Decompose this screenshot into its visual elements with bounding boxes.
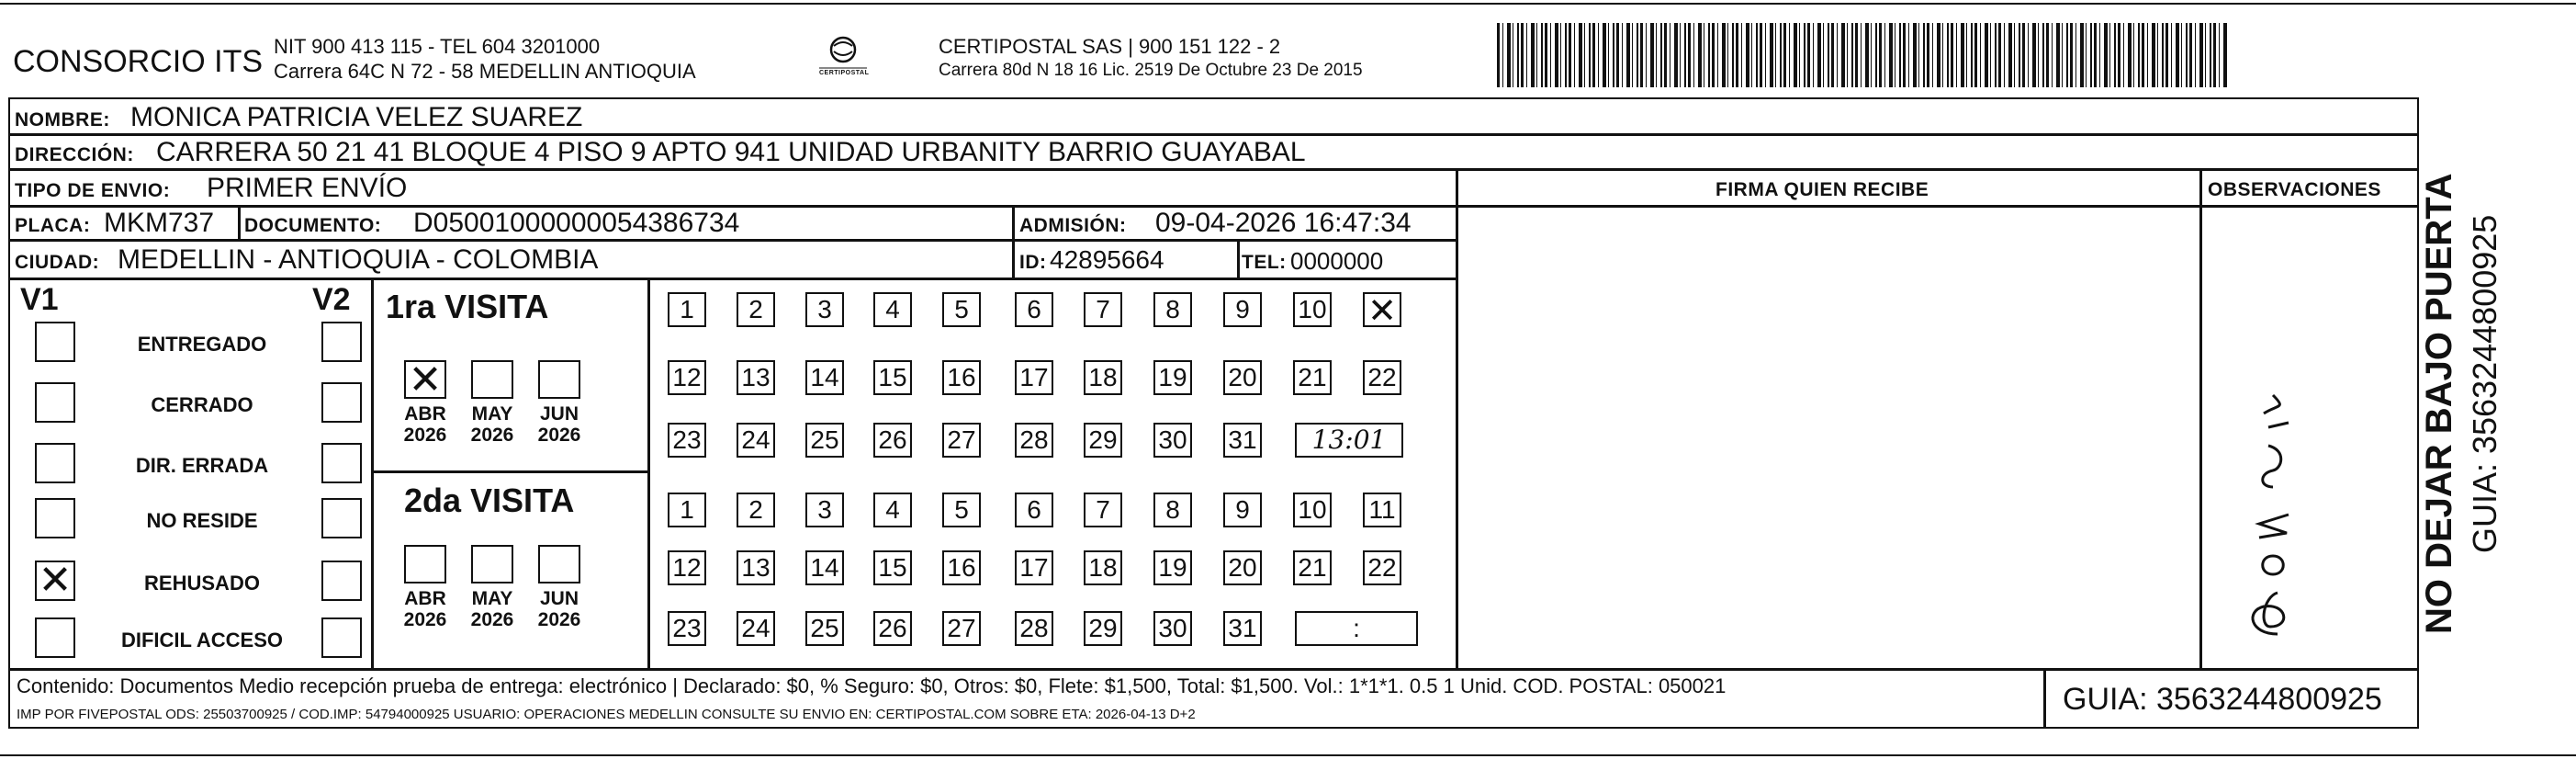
v2-checkbox-rehusado[interactable]: [321, 561, 362, 601]
first-day-29[interactable]: 29: [1084, 423, 1122, 458]
direccion-value: CARRERA 50 21 41 BLOQUE 4 PISO 9 APTO 941 UNIDAD URBANITY BARRIO GUAYABAL: [156, 137, 1306, 167]
placa-value: MKM737: [104, 208, 215, 238]
v2-checkbox-dificil-acceso[interactable]: [321, 617, 362, 658]
carrier-license: Carrera 80d N 18 16 Lic. 2519 De Octubre 23 De 2015: [939, 61, 1363, 80]
ciudad-value: MEDELLIN - ANTIOQUIA - COLOMBIA: [118, 244, 599, 275]
second-day-29[interactable]: 29: [1084, 611, 1122, 646]
first-day-16[interactable]: 16: [942, 360, 981, 395]
certipostal-logo-icon: [816, 33, 871, 77]
first-day-20[interactable]: 20: [1223, 360, 1262, 395]
observations-divider: [2199, 168, 2202, 670]
second-day-17[interactable]: 17: [1015, 550, 1053, 585]
carrier-name: CERTIPOSTAL SAS | 900 151 122 - 2: [939, 35, 1281, 58]
second-day-14[interactable]: 14: [805, 550, 844, 585]
row-line: [8, 668, 2419, 671]
firma-header: FIRMA QUIEN RECIBE: [1715, 179, 1929, 200]
first-visit-year-label: 2026: [403, 425, 447, 446]
first-day-15[interactable]: 15: [873, 360, 912, 395]
nombre-label: NOMBRE:: [15, 109, 110, 130]
first-day-28[interactable]: 28: [1015, 423, 1053, 458]
nombre-value: MONICA PATRICIA VELEZ SUAREZ: [130, 102, 583, 132]
first-day-22[interactable]: 22: [1363, 360, 1401, 395]
admision-label: ADMISIÓN:: [1019, 215, 1127, 236]
first-visit-time-box[interactable]: 13:01: [1295, 423, 1403, 458]
observation-handwriting: [2222, 386, 2323, 652]
first-day-3[interactable]: 3: [805, 292, 844, 327]
second-day-15[interactable]: 15: [873, 550, 912, 585]
first-day-23[interactable]: 23: [668, 423, 706, 458]
cell-divider: [1012, 205, 1015, 278]
v2-checkbox-entregado[interactable]: [321, 322, 362, 362]
status-label-no-reside: NO RESIDE: [146, 509, 258, 532]
second-day-10[interactable]: 10: [1293, 493, 1332, 527]
id-label: ID:: [1019, 252, 1047, 273]
second-day-19[interactable]: 19: [1153, 550, 1192, 585]
v1-checkbox-entregado[interactable]: [35, 322, 75, 362]
first-day-13[interactable]: 13: [737, 360, 775, 395]
first-day-27[interactable]: 27: [942, 423, 981, 458]
v2-checkbox-dir-errada[interactable]: [321, 443, 362, 483]
logo-caption: CERTIPOSTAL: [819, 70, 870, 76]
second-day-18[interactable]: 18: [1084, 550, 1122, 585]
first-day-8[interactable]: 8: [1153, 292, 1192, 327]
observaciones-header: OBSERVACIONES: [2208, 179, 2381, 200]
second-day-3[interactable]: 3: [805, 493, 844, 527]
tipo-label: TIPO DE ENVIO:: [15, 180, 171, 201]
documento-value: D05001000000054386734: [413, 208, 740, 238]
first-day-19[interactable]: 19: [1153, 360, 1192, 395]
second-day-8[interactable]: 8: [1153, 493, 1192, 527]
second-visit-month-label: JUN: [539, 588, 579, 609]
cell-divider: [1237, 241, 1240, 278]
documento-label: DOCUMENTO:: [244, 215, 382, 236]
second-visit-month-box-may[interactable]: [471, 545, 513, 583]
second-visit-month-label: ABR: [404, 588, 446, 609]
ciudad-label: CIUDAD:: [15, 252, 100, 273]
row-line: [8, 278, 1456, 280]
footer-divider: [2043, 668, 2046, 727]
tel-label: TEL:: [1242, 252, 1287, 273]
first-day-12[interactable]: 12: [668, 360, 706, 395]
cell-divider: [238, 205, 241, 241]
row-line: [8, 168, 2419, 171]
status-divider: [371, 278, 374, 668]
v1-checkbox-dificil-acceso[interactable]: [35, 617, 75, 658]
second-visit-month-box-jun[interactable]: [538, 545, 580, 583]
signature-divider: [1456, 168, 1458, 670]
status-label-entregado: ENTREGADO: [137, 333, 267, 356]
second-day-13[interactable]: 13: [737, 550, 775, 585]
v2-checkbox-no-reside[interactable]: [321, 498, 362, 538]
first-day-18[interactable]: 18: [1084, 360, 1122, 395]
second-day-2[interactable]: 2: [737, 493, 775, 527]
first-day-1[interactable]: 1: [668, 292, 706, 327]
company-nit: NIT 900 413 115 - TEL 604 3201000: [274, 35, 601, 58]
admision-value: 09-04-2026 16:47:34: [1155, 208, 1412, 238]
second-day-21[interactable]: 21: [1293, 550, 1332, 585]
signature-area[interactable]: [1460, 208, 2198, 667]
footer-line1: Contenido: Documentos Medio recepción prueba de entrega: electrónico | Declarado: $0, % Seguro: $0, Otros: $0, Flete: $1,500, Total: $1,500. Vol.: 1*1*1. 0.5 1 Unid. COD. POSTAL: 050021: [17, 674, 1727, 697]
first-day-26[interactable]: 26: [873, 423, 912, 458]
second-day-6[interactable]: 6: [1015, 493, 1053, 527]
second-day-9[interactable]: 9: [1223, 493, 1262, 527]
first-visit-month-box-may[interactable]: [471, 360, 513, 399]
barcode: [1497, 23, 2227, 87]
second-visit-title: 2da VISITA: [404, 481, 575, 519]
second-day-12[interactable]: 12: [668, 550, 706, 585]
first-visit-month-check-icon: ✕: [408, 357, 443, 403]
row-line: [8, 133, 2419, 136]
company-name: CONSORCIO ITS: [13, 44, 264, 79]
v1-checkbox-cerrado[interactable]: [35, 382, 75, 423]
second-visit-month-box-abr[interactable]: [404, 545, 446, 583]
v1-checkbox-no-reside[interactable]: [35, 498, 75, 538]
first-day-24[interactable]: 24: [737, 423, 775, 458]
second-visit-month-label: MAY: [471, 588, 513, 609]
second-day-31[interactable]: 31: [1223, 611, 1262, 646]
second-day-5[interactable]: 5: [942, 493, 981, 527]
first-day-25[interactable]: 25: [805, 423, 844, 458]
v2-header: V2: [312, 282, 351, 317]
visit-divider: [371, 470, 649, 473]
second-day-30[interactable]: 30: [1153, 611, 1192, 646]
second-day-24[interactable]: 24: [737, 611, 775, 646]
first-day-21[interactable]: 21: [1293, 360, 1332, 395]
v1-checkbox-dir-errada[interactable]: [35, 443, 75, 483]
v2-checkbox-cerrado[interactable]: [321, 382, 362, 423]
first-day-14[interactable]: 14: [805, 360, 844, 395]
second-day-25[interactable]: 25: [805, 611, 844, 646]
status-label-rehusado: REHUSADO: [144, 572, 260, 595]
first-day-marked-icon: ✕: [1367, 290, 1397, 331]
second-day-22[interactable]: 22: [1363, 550, 1401, 585]
second-day-11[interactable]: 11: [1363, 493, 1401, 527]
first-day-6[interactable]: 6: [1015, 292, 1053, 327]
v1-header: V1: [20, 282, 59, 317]
first-day-9[interactable]: 9: [1223, 292, 1262, 327]
second-day-16[interactable]: 16: [942, 550, 981, 585]
first-day-17[interactable]: 17: [1015, 360, 1053, 395]
guia-box: GUIA: 3563244800925: [2063, 682, 2382, 717]
second-day-27[interactable]: 27: [942, 611, 981, 646]
first-day-5[interactable]: 5: [942, 292, 981, 327]
second-visit-year-label: 2026: [470, 609, 514, 630]
first-visit-month-box-jun[interactable]: [538, 360, 580, 399]
v1-check-mark-icon: ✕: [38, 557, 73, 604]
visit-divider: [647, 278, 650, 668]
side-warning: NO DEJAR BAJO PUERTA: [2419, 173, 2459, 634]
second-day-4[interactable]: 4: [873, 493, 912, 527]
footer-line2: IMP POR FIVEPOSTAL ODS: 25503700925 / COD.IMP: 54794000925 USUARIO: OPERACIONES MEDELLIN CONSULTE SU ENVIO EN: CERTIPOSTAL.COM SOBRE ETA: 2026-04-13 D+2: [17, 707, 1196, 722]
first-day-4[interactable]: 4: [873, 292, 912, 327]
second-day-1[interactable]: 1: [668, 493, 706, 527]
second-visit-year-label: 2026: [403, 609, 447, 630]
placa-label: PLACA:: [15, 215, 91, 236]
first-visit-month-label: ABR: [404, 403, 446, 425]
status-label-dir-errada: DIR. ERRADA: [135, 454, 269, 477]
direccion-label: DIRECCIÓN:: [15, 144, 134, 165]
first-day-30[interactable]: 30: [1153, 423, 1192, 458]
first-day-31[interactable]: 31: [1223, 423, 1262, 458]
second-day-20[interactable]: 20: [1223, 550, 1262, 585]
second-visit-time-box[interactable]: :: [1295, 611, 1418, 646]
second-day-23[interactable]: 23: [668, 611, 706, 646]
id-value: 42895664: [1050, 245, 1164, 274]
tipo-value: PRIMER ENVÍO: [207, 173, 408, 203]
first-visit-year-label: 2026: [470, 425, 514, 446]
status-label-dificil-acceso: DIFICIL ACCESO: [120, 629, 283, 651]
bottom-rule: [0, 754, 2576, 756]
second-day-26[interactable]: 26: [873, 611, 912, 646]
first-visit-month-label: MAY: [471, 403, 513, 425]
side-guia: GUIA: 3563244800925: [2466, 214, 2503, 553]
first-visit-title: 1ra VISITA: [386, 288, 549, 325]
first-day-10[interactable]: 10: [1293, 292, 1332, 327]
first-day-7[interactable]: 7: [1084, 292, 1122, 327]
tel-value: 0000000: [1290, 247, 1384, 275]
first-visit-year-label: 2026: [537, 425, 581, 446]
second-day-7[interactable]: 7: [1084, 493, 1122, 527]
status-label-cerrado: CERRADO: [151, 393, 253, 416]
top-rule: [0, 3, 2576, 5]
company-address: Carrera 64C N 72 - 58 MEDELLIN ANTIOQUIA: [274, 60, 696, 83]
second-visit-year-label: 2026: [537, 609, 581, 630]
first-visit-month-label: JUN: [539, 403, 579, 425]
first-day-2[interactable]: 2: [737, 292, 775, 327]
second-day-28[interactable]: 28: [1015, 611, 1053, 646]
